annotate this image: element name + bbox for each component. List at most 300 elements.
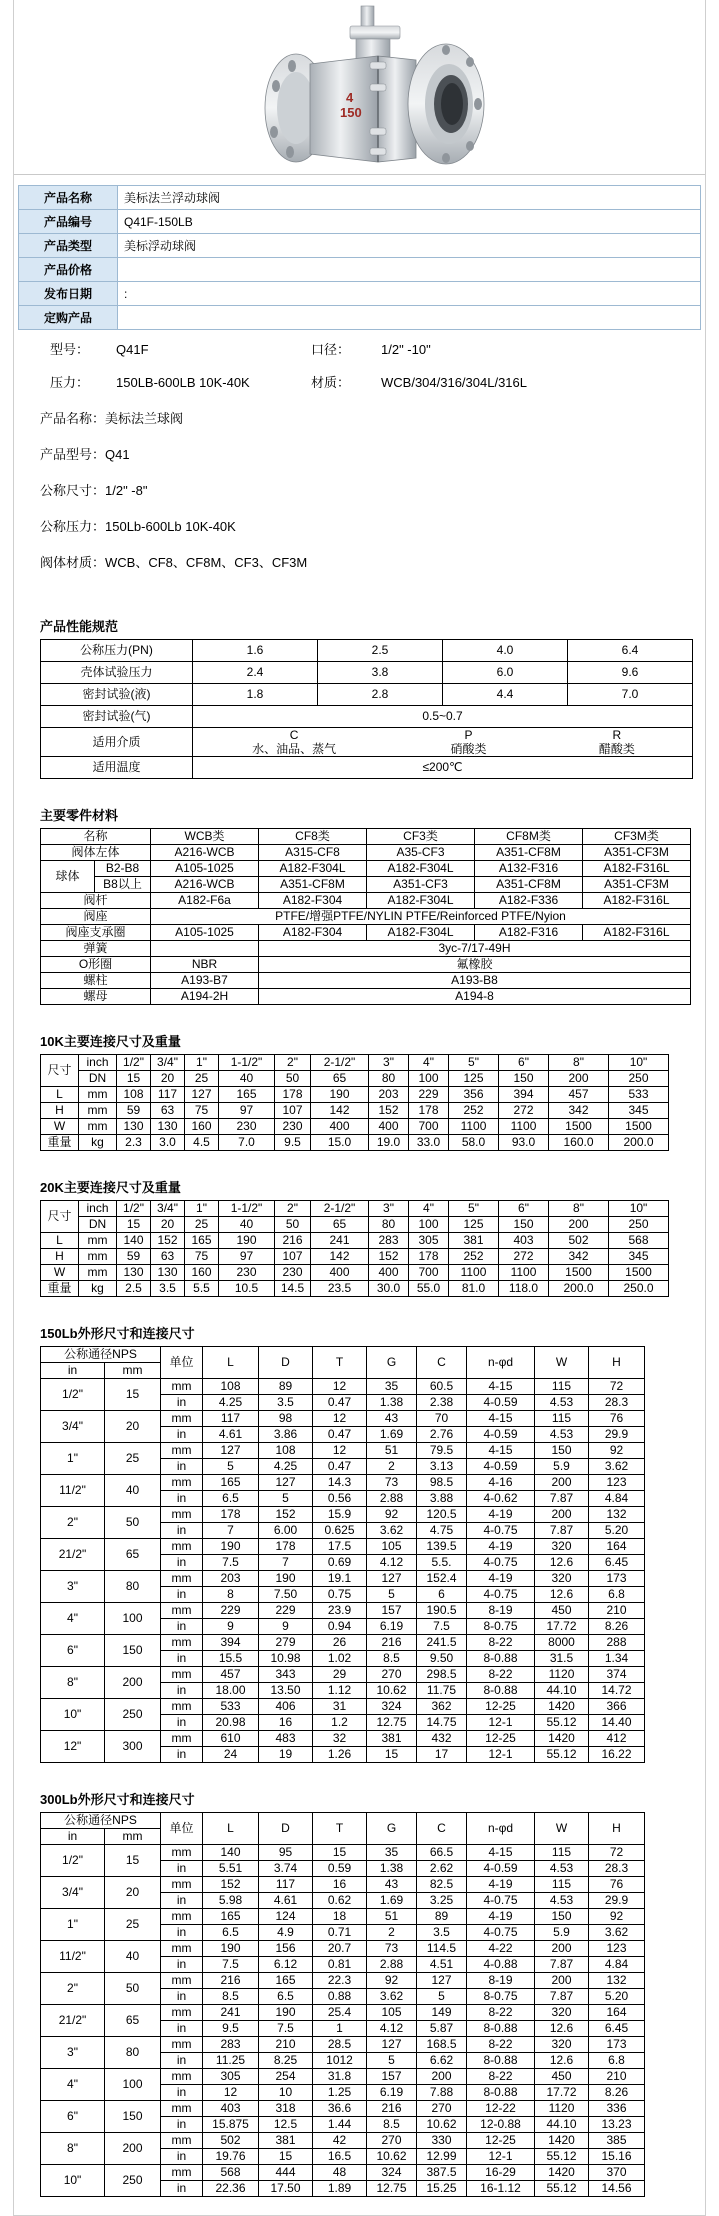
table-cell: 164	[589, 1539, 645, 1555]
table-cell: 178	[259, 1539, 313, 1555]
valve-size-marking: 4	[345, 90, 353, 105]
table-cell: 8"	[549, 1055, 609, 1071]
table-cell: 3.62	[589, 1925, 645, 1941]
table-cell: 6.0	[443, 662, 568, 684]
table-cell: 70	[417, 1411, 467, 1427]
valve-class-marking: 150	[339, 105, 362, 120]
table-cell: 283	[369, 1233, 409, 1249]
table-cell: 115	[535, 1845, 589, 1861]
spec-value: Q41F	[116, 342, 149, 357]
table-cell: 1.89	[313, 2181, 367, 2197]
table-cell: 30.0	[369, 1281, 409, 1297]
table-cell: 3"	[41, 2037, 105, 2069]
table-cell: 700	[409, 1265, 449, 1281]
table-cell: 55.0	[409, 1281, 449, 1297]
table-cell: 0.47	[313, 1395, 367, 1411]
media-column: R 醋酸类	[598, 728, 635, 756]
table-cell: A216-WCB	[151, 845, 259, 861]
table-cell: mm	[161, 1635, 203, 1651]
table-cell: 117	[151, 1087, 185, 1103]
table-cell: 4-15	[467, 1379, 535, 1395]
table-cell: 8-0.88	[467, 1683, 535, 1699]
table-row	[41, 2165, 645, 2181]
table-cell: 32	[313, 1731, 367, 1747]
table-cell: 3.5	[259, 1395, 313, 1411]
table-cell: 5.20	[589, 1989, 645, 2005]
table-cell: 0.69	[313, 1555, 367, 1571]
table-row	[41, 1845, 645, 1861]
table-cell: 8"	[41, 2133, 105, 2165]
spec-label: 型号：	[50, 342, 90, 357]
table-cell: 72	[589, 1845, 645, 1861]
table-cell: 0.625	[313, 1523, 367, 1539]
table-cell: 336	[589, 2101, 645, 2117]
table-cell: 9.50	[417, 1651, 467, 1667]
table-cell: 10.62	[367, 1683, 417, 1699]
table-cell: 12-0.88	[467, 2117, 535, 2133]
table-cell: in	[161, 1893, 203, 1909]
table-cell: 8-0.88	[467, 1651, 535, 1667]
table-cell: 241.5	[417, 1635, 467, 1651]
info-value: 美标浮动球阀	[118, 234, 701, 258]
table-cell: 4-0.75	[467, 1555, 535, 1571]
table-cell: 0.88	[313, 1989, 367, 2005]
table-cell: 65	[105, 2005, 161, 2037]
table-cell: A351-CF8M	[475, 845, 583, 861]
table-cell: 190	[219, 1233, 275, 1249]
table-cell: 12-25	[467, 1699, 535, 1715]
table-cell: 1-1/2"	[219, 1055, 275, 1071]
table-cell: 17.5	[313, 1539, 367, 1555]
table-cell: 7	[203, 1523, 259, 1539]
table-cell: 1.02	[313, 1651, 367, 1667]
table-cell: mm	[161, 1379, 203, 1395]
table-cell: 270	[367, 1667, 417, 1683]
table-cell: 密封试验(气)	[41, 706, 193, 728]
table-cell: 12.75	[367, 2181, 417, 2197]
table-cell: 1"	[41, 1909, 105, 1941]
table-cell: 92	[589, 1443, 645, 1459]
table-cell: 17.72	[535, 1619, 589, 1635]
table-cell: 1.26	[313, 1747, 367, 1763]
table-row	[41, 1201, 669, 1217]
table-cell: 150	[499, 1071, 549, 1087]
table-cell: 12-22	[467, 2101, 535, 2117]
table-cell: 单位	[161, 1347, 203, 1379]
table-row	[41, 925, 691, 941]
table-cell: A194-2H	[151, 989, 259, 1005]
table-cell: 50	[275, 1217, 311, 1233]
table-cell: A132-F316	[475, 861, 583, 877]
table-cell: 3.62	[589, 1459, 645, 1475]
table-cell: 24	[203, 1747, 259, 1763]
table-cell: 40	[105, 1941, 161, 1973]
table-cell: A105-1025	[151, 925, 259, 941]
table-cell: 93.0	[499, 1135, 549, 1151]
table-cell: 80	[369, 1217, 409, 1233]
table-cell: 100	[105, 1603, 161, 1635]
table-cell: 15.0	[311, 1135, 369, 1151]
table-cell: 1.6	[193, 640, 318, 662]
table-cell: 0.5~0.7	[193, 706, 693, 728]
table-cell: 150	[535, 1909, 589, 1925]
table-cell: 1120	[535, 1667, 589, 1683]
table-cell: 7.0	[568, 684, 693, 706]
table-cell: 15.5	[203, 1651, 259, 1667]
table-cell: mm	[105, 1363, 161, 1379]
table-cell: 20	[105, 1411, 161, 1443]
table-cell: 130	[151, 1119, 185, 1135]
table-cell: 21/2"	[41, 1539, 105, 1571]
table-cell: 1.38	[367, 1395, 417, 1411]
table-cell: 5	[259, 1491, 313, 1507]
table-cell: 14.56	[589, 2181, 645, 2197]
table-cell: 210	[589, 2069, 645, 2085]
table-cell: 15	[117, 1217, 151, 1233]
table-cell: 127	[185, 1087, 219, 1103]
table-cell: A182-F304L	[259, 861, 367, 877]
performance-table	[40, 639, 693, 779]
table-cell: 12-1	[467, 2149, 535, 2165]
table-cell: 3/4"	[41, 1877, 105, 1909]
table-cell: 11/2"	[41, 1941, 105, 1973]
table-cell: 1	[313, 2021, 367, 2037]
table-cell: 403	[203, 2101, 259, 2117]
table-cell: 15	[105, 1845, 161, 1877]
table-cell: A216-WCB	[151, 877, 259, 893]
table-cell: 22.3	[313, 1973, 367, 1989]
table-cell: 210	[259, 2037, 313, 2053]
table-cell: 15	[259, 2149, 313, 2165]
table-cell: 3"	[369, 1201, 409, 1217]
table-cell: mm	[161, 1411, 203, 1427]
table-cell: 4-19	[467, 1877, 535, 1893]
table-cell: 16.5	[313, 2149, 367, 2165]
table-cell: 230	[219, 1265, 275, 1281]
table-cell: A182-F316L	[583, 861, 691, 877]
table-cell: 324	[367, 1699, 417, 1715]
table-cell: 130	[117, 1265, 151, 1281]
table-cell: 4-15	[467, 1845, 535, 1861]
table-cell: 89	[417, 1909, 467, 1925]
table-cell: 4.12	[367, 1555, 417, 1571]
table-cell: 35	[367, 1379, 417, 1395]
table-cell: 4-0.75	[467, 1523, 535, 1539]
table-cell: mm	[161, 1571, 203, 1587]
table-cell: 4-19	[467, 1571, 535, 1587]
table-cell: 152	[151, 1233, 185, 1249]
table-cell: 单位	[161, 1813, 203, 1845]
table-cell: 8"	[41, 1667, 105, 1699]
table-cell: 球体	[41, 861, 95, 893]
table-cell: 298.5	[417, 1667, 467, 1683]
table-cell: 65	[311, 1071, 369, 1087]
table-cell: 127	[417, 1973, 467, 1989]
table-cell: 568	[203, 2165, 259, 2181]
table-cell: W	[41, 1119, 79, 1135]
table-cell: in	[161, 2117, 203, 2133]
table-cell: 6	[417, 1587, 467, 1603]
table-row	[41, 1813, 645, 1829]
table-cell: 345	[609, 1103, 669, 1119]
table-cell: 14.3	[313, 1475, 367, 1491]
table-cell: H	[589, 1347, 645, 1379]
table-row	[41, 1087, 669, 1103]
table-cell: 0.71	[313, 1925, 367, 1941]
table-cell: 125	[449, 1217, 499, 1233]
table-cell: A182-F316L	[583, 925, 691, 941]
table-cell: 5	[203, 1459, 259, 1475]
table-cell: 152	[369, 1249, 409, 1265]
table-cell: A194-8	[259, 989, 691, 1005]
table-cell: 12.6	[535, 1587, 589, 1603]
table-cell: 60.5	[417, 1379, 467, 1395]
k20-dimensions-table	[40, 1200, 669, 1297]
table-cell: 4.53	[535, 1861, 589, 1877]
table-row	[41, 1265, 669, 1281]
table-cell: 7.5	[203, 1957, 259, 1973]
table-cell: 200.0	[609, 1135, 669, 1151]
table-cell: 118.0	[499, 1281, 549, 1297]
table-cell: 152	[259, 1507, 313, 1523]
table-cell: 2-1/2"	[311, 1201, 369, 1217]
table-cell: 5"	[449, 1055, 499, 1071]
table-cell: 40	[219, 1071, 275, 1087]
table-cell: B8以上	[95, 877, 151, 893]
table-cell: kg	[79, 1135, 117, 1151]
table-cell: 3.62	[367, 1523, 417, 1539]
table-cell: 139.5	[417, 1539, 467, 1555]
table-cell: 241	[311, 1233, 369, 1249]
table-cell: 12.5	[259, 2117, 313, 2133]
table-cell: A35-CF3	[367, 845, 475, 861]
table-cell: 305	[409, 1233, 449, 1249]
table-cell: mm	[161, 2037, 203, 2053]
table-cell: 4-0.59	[467, 1459, 535, 1475]
table-cell: 82.5	[417, 1877, 467, 1893]
table-cell: 124	[259, 1909, 313, 1925]
table-cell: 152	[369, 1103, 409, 1119]
table-cell: 4.53	[535, 1893, 589, 1909]
table-cell: 28.5	[313, 2037, 367, 2053]
table-cell: 366	[589, 1699, 645, 1715]
table-cell: 400	[311, 1119, 369, 1135]
table-cell: 1.38	[367, 1861, 417, 1877]
table-cell: 7.87	[535, 1957, 589, 1973]
table-cell: 450	[535, 2069, 589, 2085]
table-cell: 117	[203, 1411, 259, 1427]
table-cell: 200.0	[549, 1281, 609, 1297]
table-cell: 2.88	[367, 1491, 417, 1507]
table-cell: G	[367, 1347, 417, 1379]
table-cell: 5	[367, 2053, 417, 2069]
table-cell: mm	[161, 1667, 203, 1683]
table-cell: 1"	[41, 1443, 105, 1475]
table-cell: 200	[105, 1667, 161, 1699]
spec-paragraph: 公称尺寸：1/2" -8"	[40, 483, 148, 498]
table-cell: 320	[535, 2037, 589, 2053]
table-cell: 壳体试验压力	[41, 662, 193, 684]
table-cell: 127	[203, 1443, 259, 1459]
table-cell: 4.84	[589, 1957, 645, 1973]
table-cell: 4.53	[535, 1427, 589, 1443]
table-cell: 4.4	[443, 684, 568, 706]
table-cell: 1100	[449, 1119, 499, 1135]
table-cell: 8.26	[589, 2085, 645, 2101]
table-cell: 1500	[609, 1119, 669, 1135]
table-cell: 230	[275, 1119, 311, 1135]
table-cell: 10	[259, 2085, 313, 2101]
table-row	[41, 845, 691, 861]
table-cell: 320	[535, 1539, 589, 1555]
table-cell: 1.8	[193, 684, 318, 706]
table-row	[41, 1347, 645, 1363]
table-cell: in	[161, 1715, 203, 1731]
table-cell: 610	[203, 1731, 259, 1747]
table-cell: 5"	[449, 1201, 499, 1217]
table-cell: 165	[203, 1475, 259, 1491]
spec-paragraph: 阀体材质：WCB、CF8、CF8M、CF3、CF3M	[40, 555, 308, 570]
table-cell: 1420	[535, 1699, 589, 1715]
table-cell: 250	[105, 1699, 161, 1731]
table-cell: 65	[105, 1539, 161, 1571]
table-cell: 25	[185, 1071, 219, 1087]
table-cell: 12-1	[467, 1747, 535, 1763]
table-cell: 100	[409, 1071, 449, 1087]
table-cell: 0.59	[313, 1861, 367, 1877]
table-cell: 4.61	[259, 1893, 313, 1909]
table-cell: 14.75	[417, 1715, 467, 1731]
table-cell: 4"	[41, 2069, 105, 2101]
info-label: 定购产品	[19, 306, 118, 330]
table-cell: 190	[311, 1087, 369, 1103]
table-cell: 150	[535, 1443, 589, 1459]
table-cell: mm	[161, 1603, 203, 1619]
table-row	[41, 662, 693, 684]
table-row	[41, 1103, 669, 1119]
table-cell: 8-19	[467, 1973, 535, 1989]
table-cell: 13.50	[259, 1683, 313, 1699]
table-cell: 50	[105, 1507, 161, 1539]
table-cell: 5.5	[185, 1281, 219, 1297]
table-cell: 190.5	[417, 1603, 467, 1619]
table-cell: 尺寸	[41, 1201, 79, 1233]
table-cell: 6.19	[367, 1619, 417, 1635]
table-cell: 73	[367, 1475, 417, 1491]
table-cell: 8-0.88	[467, 2021, 535, 2037]
table-cell: 132	[589, 1507, 645, 1523]
table-cell: 76	[589, 1877, 645, 1893]
table-cell: 6.00	[259, 1523, 313, 1539]
table-cell: CF8M类	[475, 829, 583, 845]
table-cell: 16	[313, 1877, 367, 1893]
table-cell: 15	[105, 1379, 161, 1411]
table-cell: 12"	[41, 1731, 105, 1763]
table-cell: 12.6	[535, 2021, 589, 2037]
table-cell: 14.5	[275, 1281, 311, 1297]
table-cell: 6.8	[589, 1587, 645, 1603]
table-cell: 9	[203, 1619, 259, 1635]
spec-paragraph: 公称压力：150Lb-600Lb 10K-40K	[40, 519, 236, 534]
k10-dimensions-table	[40, 1054, 669, 1151]
table-cell: 40	[219, 1217, 275, 1233]
table-cell: 31.8	[313, 2069, 367, 2085]
table-cell: 115	[535, 1411, 589, 1427]
info-value	[118, 306, 701, 330]
table-row	[41, 2037, 645, 2053]
table-row	[41, 1571, 645, 1587]
table-cell: 1/2"	[117, 1201, 151, 1217]
table-cell: 阀杆	[41, 893, 151, 909]
table-cell: 8.5	[367, 2117, 417, 2133]
table-cell: 568	[609, 1233, 669, 1249]
table-cell: A182-F316L	[583, 893, 691, 909]
table-cell: 123	[589, 1475, 645, 1491]
table-cell: 55.12	[535, 1747, 589, 1763]
table-cell: 8-22	[467, 1667, 535, 1683]
table-cell: 320	[535, 1571, 589, 1587]
table-cell: 4.5	[185, 1135, 219, 1151]
table-cell: 483	[259, 1731, 313, 1747]
table-cell: 4.25	[203, 1395, 259, 1411]
info-value	[118, 258, 701, 282]
table-cell: 20	[105, 1877, 161, 1909]
table-row	[41, 1941, 645, 1957]
table-row	[41, 1135, 669, 1151]
table-cell: mm	[161, 2165, 203, 2181]
table-cell: 178	[409, 1249, 449, 1265]
table-cell: 533	[203, 1699, 259, 1715]
table-row	[41, 2005, 645, 2021]
table-cell: 6.5	[203, 1491, 259, 1507]
table-cell: 2.5	[318, 640, 443, 662]
table-cell: 1.25	[313, 2085, 367, 2101]
spec-label: 口径：	[311, 342, 351, 357]
section-title: 主要零件材料	[40, 808, 119, 823]
table-cell: 173	[589, 1571, 645, 1587]
table-row	[41, 989, 691, 1005]
table-cell	[193, 728, 693, 757]
table-cell: 1"	[185, 1201, 219, 1217]
table-cell: 10.98	[259, 1651, 313, 1667]
section-title: 20K主要连接尺寸及重量	[40, 1180, 181, 1195]
table-cell: 2"	[41, 1507, 105, 1539]
table-cell: 108	[117, 1087, 151, 1103]
table-cell: 123	[589, 1941, 645, 1957]
table-cell: 3/4"	[151, 1055, 185, 1071]
table-cell: 66.5	[417, 1845, 467, 1861]
table-cell: 51	[367, 1909, 417, 1925]
table-row	[41, 1281, 669, 1297]
table-cell: 15.16	[589, 2149, 645, 2165]
table-cell: 4-0.59	[467, 1395, 535, 1411]
table-cell: 6"	[499, 1055, 549, 1071]
table-cell: in	[41, 1363, 105, 1379]
table-cell: 12.6	[535, 1555, 589, 1571]
table-cell: 444	[259, 2165, 313, 2181]
info-value: Q41F-150LB	[118, 210, 701, 234]
table-cell: 2.4	[193, 662, 318, 684]
table-cell: mm	[79, 1233, 117, 1249]
table-cell: 36.6	[313, 2101, 367, 2117]
table-cell: 公称通径NPS	[41, 1813, 161, 1829]
table-cell: 115	[535, 1379, 589, 1395]
table-cell: 15.25	[417, 2181, 467, 2197]
table-cell: 1.44	[313, 2117, 367, 2133]
info-value: :	[118, 282, 701, 306]
table-cell: 0.81	[313, 1957, 367, 1973]
table-cell: 108	[259, 1443, 313, 1459]
